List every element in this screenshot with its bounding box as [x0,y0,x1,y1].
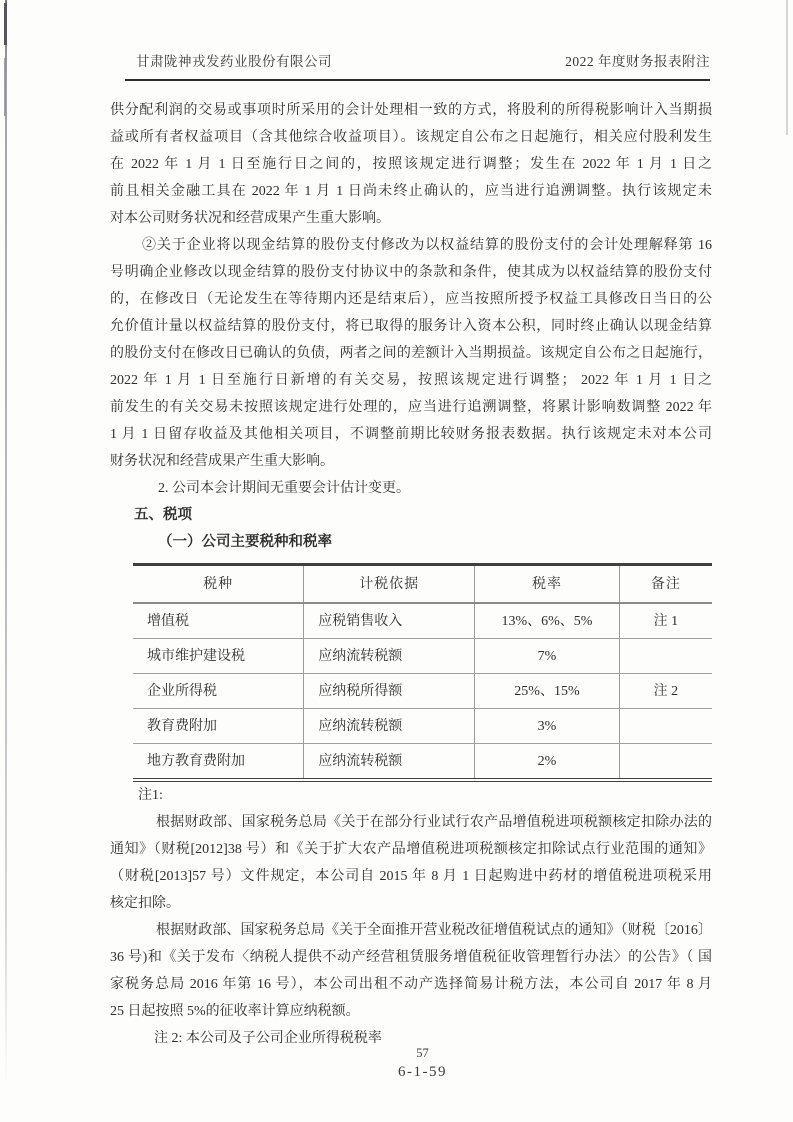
table-cell: 应纳税所得额 [304,674,475,709]
text-line: 25 日起按照 5%的征收率计算应纳税额。 [110,1004,360,1019]
text-line: 允价值计量以权益结算的股份支付，将已取得的服务计入资本公积，同时终止确认以现金结算 [110,319,712,334]
tax-table-header [133,565,712,604]
table-cell: 应税销售收入 [304,603,475,639]
scan-edge-artifact-right [786,0,788,135]
table-cell [619,639,712,674]
col-header-remark: 备注 [619,565,712,604]
tax-table-body [133,603,712,780]
text-line: 在 2022 年 1 月 1 日至施行日之间的，按照该规定进行调整；发生在 2022 年 1 月 1 日之 [110,157,712,172]
table-cell: 城市维护建设税 [133,639,304,674]
page-header [125,50,710,81]
text-line: 通知》（财税[2012]38 号）和《关于扩大农产品增值税进项税额核定扣除试点行业范围的通知》 [110,842,712,857]
table-cell: 注 1 [619,603,712,639]
table-cell [619,709,712,744]
table-cell: 7% [475,639,620,674]
note2-line: 注 2: 本公司及子公司企业所得税税率 [154,1031,382,1046]
scan-edge-artifact-left [5,0,7,1085]
table-row [133,674,712,709]
note1-label: 注1: [138,788,163,803]
report-title: 2022 年度财务报表附注 [565,54,710,69]
text-line: 益或所有者权益项目（含其他综合收益项目）。该规定自公布之日起施行，相关应付股利发生 [110,130,712,145]
company-name: 甘肃陇神戎发药业股份有限公司 [136,54,332,69]
paragraph-dividend-tax-policy [110,97,712,232]
text-line: 财务状况和经营成果产生重大影响。 [110,454,334,469]
text-line: 根据财政部、国家税务总局《关于全面推开营业税改征增值税试点的通知》（财税〔2016〕 [156,923,712,938]
table-header-row [133,565,712,604]
col-header-tax-type: 税种 [133,565,304,604]
text-line: （财税[2013]57 号）文件规定，本公司自 2015 年 8 月 1 日起购进中药材的增值税进项税采用 [110,869,712,884]
table-cell: 13%、6%、5% [475,603,620,639]
document-body [110,97,712,1052]
text-line: 1 月 1 日留存收益及其他相关项目，不调整前期比较财务报表数据。执行该规定未对本公司 [110,427,712,442]
table-cell: 企业所得税 [133,674,304,709]
table-cell: 增值税 [133,603,304,639]
table-row [133,744,712,781]
table-cell: 地方教育费附加 [133,744,304,781]
page-number: 57 [416,1046,429,1060]
text-line: 前且相关金融工具在 2022 年 1 月 1 日尚未终止确认的，应当进行追溯调整。执行该规定未 [110,184,712,199]
text-line: 的股份支付在修改日已确认的负债，两者之间的差额计入当期损益。该规定自公布之日起施行， [110,346,712,361]
scan-mark-top-left [4,3,7,45]
note1-paragraph-1 [110,809,712,917]
table-cell [619,744,712,781]
text-line: 核定扣除。 [110,896,180,911]
table-cell: 2% [475,744,620,781]
paragraph-no-estimate-change: 2. 公司本会计期间无重要会计估计变更。 [158,481,410,496]
table-cell: 应纳流转税额 [304,709,475,744]
table-cell: 应纳流转税额 [304,639,475,674]
table-cell: 3% [475,709,620,744]
table-row [133,639,712,674]
table-row [133,709,712,744]
table-cell: 注 2 [619,674,712,709]
text-line: ②关于企业将以现金结算的股份支付修改为以权益结算的股份支付的会计处理解释第 16 [142,238,712,253]
text-line: 对本公司财务状况和经营成果产生重大影响。 [110,211,390,226]
text-line: 供分配利润的交易或事项时所采用的会计处理相一致的方式，将股利的所得税影响计入当期损 [110,103,712,118]
tax-rate-table [133,563,712,782]
table-row [133,603,712,639]
text-line: 36 号)和《关于发布〈纳税人提供不动产经营租赁服务增值税征收管理暂行办法〉的公告》（ 国 [110,950,712,965]
col-header-tax-rate: 税率 [475,565,620,604]
table-cell: 教育费附加 [133,709,304,744]
subsection-heading-main-taxes: （一）公司主要税种和税率 [158,534,332,550]
table-cell: 25%、15% [475,674,620,709]
note1-paragraph-2 [110,917,712,1025]
text-line: 号明确企业修改以现金结算的股份支付协议中的条款和条件，使其成为以权益结算的股份支付 [110,265,712,280]
scan-mark-left-upper [4,58,6,116]
doc-page-code: 6-1-59 [398,1064,447,1080]
text-line: 家税务总局 2016 年第 16 号），本公司出租不动产选择简易计税方法，本公司自 2017 年 8 月 [110,977,712,992]
notes-section [110,782,712,1052]
text-line: 2022 年 1 月 1 日至施行日新增的有关交易，按照该规定进行调整； 2022 年 1 月 1 日之 [110,373,712,388]
text-line: 根据财政部、国家税务总局《关于在部分行业试行农产品增值税进项税额核定扣除办法的 [156,815,712,830]
paragraph-share-payment-interpretation [110,232,712,475]
section-heading-tax: 五、税项 [134,507,192,523]
text-line: 的，在修改日（无论发生在等待期内还是结束后），应当按照所授予权益工具修改日当日的公 [110,292,712,307]
table-cell: 应纳流转税额 [304,744,475,781]
col-header-tax-basis: 计税依据 [304,565,475,604]
text-line: 前发生的有关交易未按照该规定进行处理的，应当进行追溯调整，将累计影响数调整 2022 年 [110,400,712,415]
